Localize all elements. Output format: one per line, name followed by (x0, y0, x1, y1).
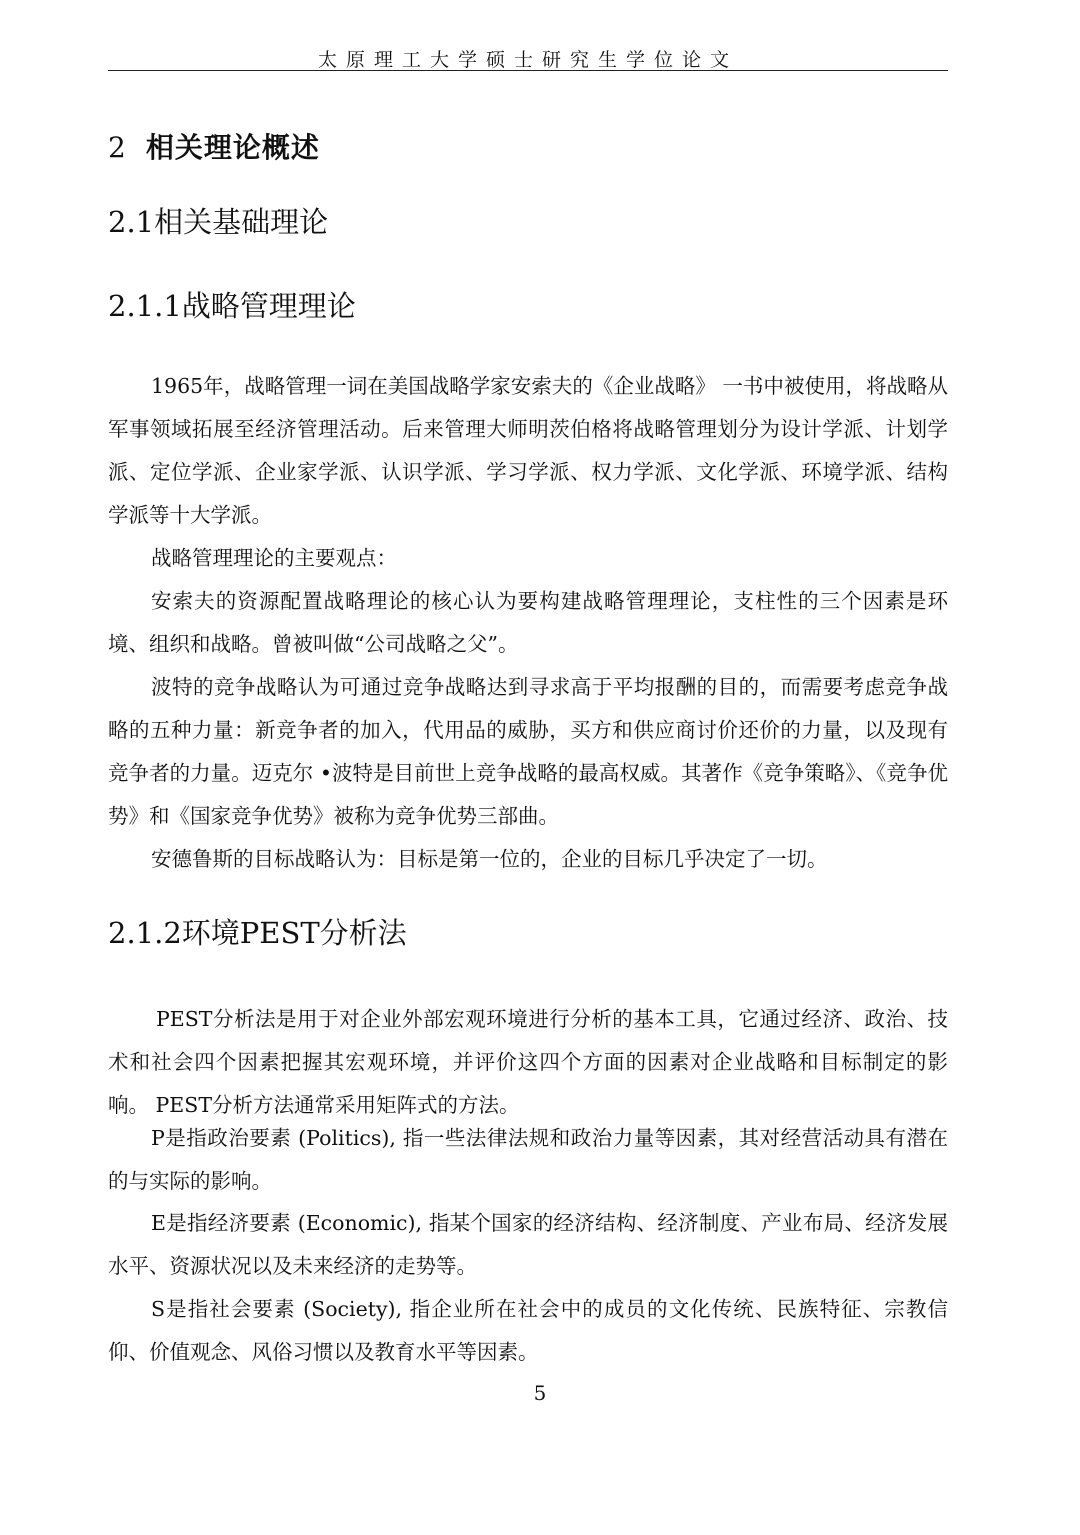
paragraph-pest-politics: P是指政治要素 (Politics), 指一些法律法规和政治力量等因素，其对经营活动具有潜在的与实际的影响。 (108, 1126, 948, 1193)
header-rule (108, 70, 948, 71)
section-heading-2-1-2: 2.1.2环境PEST分析法 (108, 916, 407, 950)
section-heading-2-1: 2.1相关基础理论 (108, 205, 329, 239)
chapter-number: 2 (108, 131, 126, 164)
running-header: 太原理工大学硕士研究生学位论文 (317, 49, 738, 71)
paragraph-main-views: 战略管理理论的主要观点： (151, 546, 397, 570)
paragraph-pest-society: S是指社会要素 (Society), 指企业所在社会中的成员的文化传统、民族特征、宗教信仰、价值观念、风俗习惯以及教育水平等因素。 (108, 1297, 948, 1364)
paragraph-strategy-history: 1965年，战略管理一词在美国战略学家安索夫的《企业战略》 一书中被使用，将战略从军事领域拓展至经济管理活动。后来管理大师明茨伯格将战略管理划分为设计学派、计划学派、定位学派、企业家学派、认识学派、学习学派、权力学派、文化学派、环境学派、结构学派等十大学派。 (108, 374, 948, 527)
paragraph-porter: 波特的竞争战略认为可通过竞争战略达到寻求高于平均报酬的目的，而需要考虑竞争战略的五种力量：新竞争者的加入，代用品的威胁，买方和供应商讨价还价的力量，以及现有竞争者的力量。迈克尔 •波特是目前世上竞争战略的最高权威。其著作《竞争策略》、《竞争优势》和《国家竞争优势》被称为竞争优势三部曲。 (108, 675, 948, 828)
paragraph-andrews: 安德鲁斯的目标战略认为：目标是第一位的，企业的目标几乎决定了一切。 (151, 847, 828, 871)
paragraph-pest-economic: E是指经济要素 (Economic), 指某个国家的经济结构、经济制度、产业布局、经济发展水平、资源状况以及未来经济的走势等。 (108, 1211, 948, 1278)
page-number: 5 (533, 1381, 547, 1405)
paragraph-ansoff: 安索夫的资源配置战略理论的核心认为要构建战略管理理论，支柱性的三个因素是环境、组织和战略。曾被叫做“公司战略之父”。 (108, 589, 948, 656)
section-heading-2-1-1: 2.1.1战略管理理论 (108, 289, 356, 323)
chapter-title: 相关理论概述 (145, 131, 320, 164)
chapter-heading (108, 128, 320, 168)
paragraph-pest-intro: PEST分析法是用于对企业外部宏观环境进行分析的基本工具，它通过经济、政治、技术和社会四个因素把握其宏观环境，并评价这四个方面的因素对企业战略和目标制定的影响。 PEST分析方法通常采用矩阵式的方法。 (108, 1007, 948, 1117)
